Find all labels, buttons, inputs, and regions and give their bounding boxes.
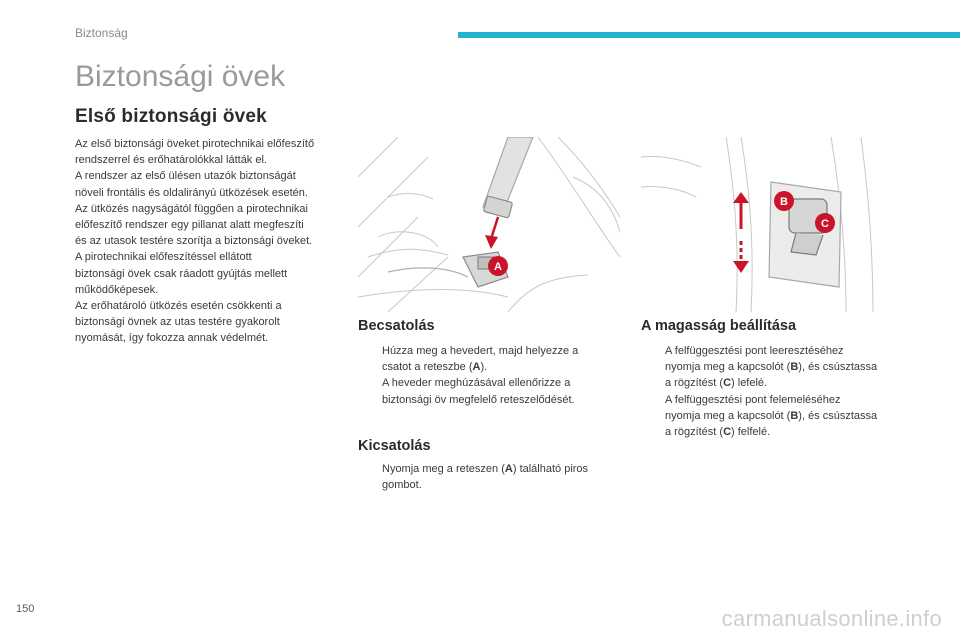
kicsatolas-heading: Kicsatolás: [358, 438, 431, 454]
list-item-line: A felfüggesztési pont felemeléséhez: [665, 393, 841, 406]
callout-b-label: B: [780, 196, 788, 208]
intro-line: Az első biztonsági öveket pirotechnikai előfeszítő: [75, 138, 315, 150]
intro-line: Az erőhatároló ütközés esetén csökkenti a: [75, 300, 282, 313]
list-item-line: Húzza meg a hevedert, majd helyezze a: [382, 345, 579, 357]
callout-a-label: A: [494, 261, 502, 273]
kicsatolas-list: [358, 461, 620, 493]
page-subtitle: Első biztonsági övek: [75, 106, 267, 127]
height-adjuster-illustration: [641, 137, 903, 312]
intro-line: nyomását, így fokozza annak védelmét.: [75, 332, 269, 345]
magassag-list: [641, 343, 921, 440]
list-item: [358, 461, 620, 493]
becsatolas-list: [358, 343, 620, 408]
intro-line: biztonsági övnek az utas testére gyakorolt: [75, 316, 280, 329]
page-number: 150: [16, 603, 35, 615]
header-accent-bar: [458, 32, 960, 38]
magassag-heading: A magasság beállítása: [641, 318, 797, 334]
buckle-illustration-drawing: [358, 137, 620, 312]
list-item-line: csatot a reteszbe (A).: [382, 361, 488, 374]
page-title: Biztonsági övek: [75, 60, 286, 93]
list-item: [358, 375, 620, 407]
intro-paragraph: [75, 136, 347, 347]
list-item-line: nyomja meg a kapcsolót (B), és csúsztassa: [665, 409, 878, 422]
list-item-line: Nyomja meg a reteszen (A) található piros: [382, 463, 589, 475]
list-item-line: biztonsági öv megfelelő reteszelődését.: [382, 393, 575, 406]
list-item-line: A heveder meghúzásával ellenőrizze a: [382, 377, 571, 390]
list-item-line: A felfüggesztési pont leeresztéséhez: [665, 345, 844, 357]
intro-line: működőképesek.: [75, 283, 159, 296]
becsatolas-heading: Becsatolás: [358, 318, 435, 334]
list-item: [641, 392, 921, 441]
list-item: [358, 343, 620, 375]
watermark: carmanualsonline.info: [721, 606, 942, 631]
callout-c-label: C: [821, 218, 829, 230]
intro-line: biztonsági övek csak ráadott gyújtás mellett: [75, 267, 288, 280]
list-item-line: nyomja meg a kapcsolót (B), és csúsztassa: [665, 361, 878, 374]
list-item: [641, 343, 921, 392]
intro-line: Az ütközés nagyságától függően a pirotechnikai: [75, 202, 308, 215]
intro-line: rendszerrel és erőhatárolókkal látták el.: [75, 154, 267, 167]
buckle-illustration: [358, 137, 620, 312]
intro-line: előfeszítő rendszer egy pillanat alatt megfeszíti: [75, 219, 304, 232]
intro-line: A rendszer az első ülésen utazók biztonságát: [75, 170, 296, 183]
intro-line: növeli frontális és oldalirányú ütközések esetén.: [75, 186, 308, 199]
list-item-line: a rögzítést (C) felfelé.: [665, 426, 771, 439]
height-adjuster-drawing: [641, 137, 903, 312]
intro-line: és az utasok testére szorítja a biztonsági öveket.: [75, 235, 313, 248]
list-item-line: gombot.: [382, 479, 422, 492]
intro-line: A pirotechnikai előfeszítéssel ellátott: [75, 251, 252, 264]
list-item-line: a rögzítést (C) lefelé.: [665, 377, 768, 390]
section-label: Biztonság: [75, 26, 128, 40]
